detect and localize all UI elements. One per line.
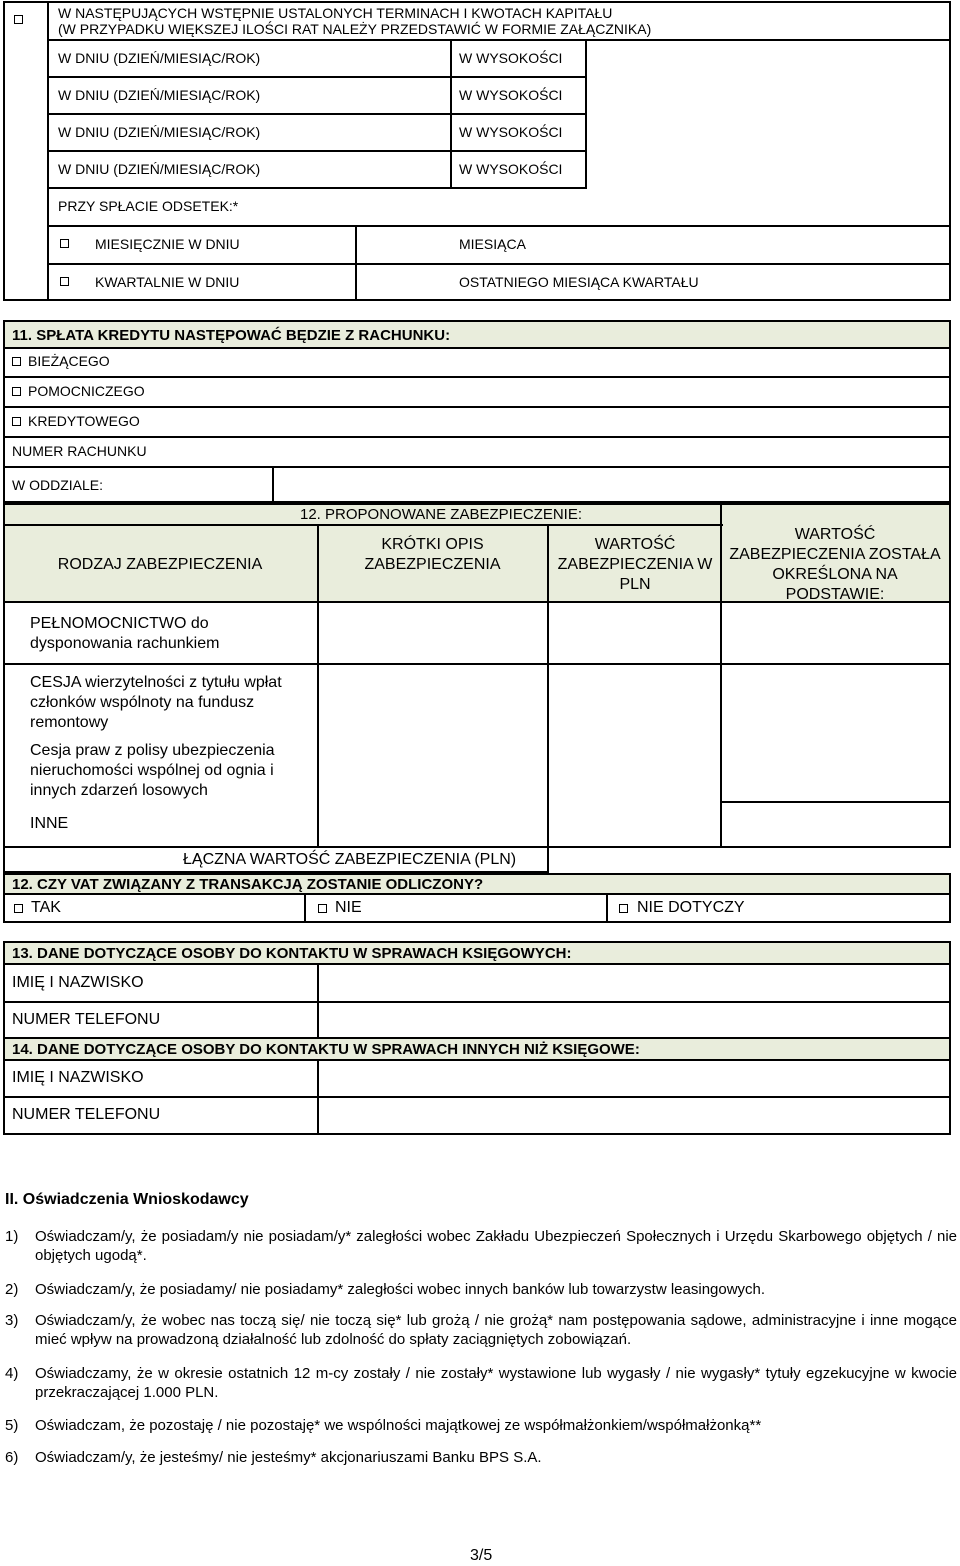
declaration-text: Oświadczam/y, że jesteśmy/ nie jesteśmy* akcjonariuszami Banku BPS S.A. (35, 1449, 542, 1466)
declarations-heading: Oświadczenia Wnioskodawcy (22, 1191, 249, 1208)
collateral-row-other: INNE (30, 815, 69, 832)
declaration-text: Oświadczam, że pozostaję / nie pozostaję* we wspólności majątkowej ze współmałżonkiem/współmałżonką** (35, 1417, 762, 1434)
accounting-contact-name-label: IMIĘ I NAZWISKO (12, 974, 144, 991)
checkbox-current-account[interactable] (12, 357, 21, 366)
option-credit-account: KREDYTOWEGO (28, 413, 140, 429)
declaration-item (5, 1227, 957, 1265)
divider (720, 801, 951, 803)
declaration-item (5, 1364, 957, 1402)
divider (304, 893, 306, 923)
vat-options (3, 893, 951, 923)
declarations-title (5, 1190, 249, 1210)
divider (3, 1096, 951, 1098)
interest-label: PRZY SPŁACIE ODSETEK:* (58, 198, 239, 214)
divider (606, 893, 608, 923)
declaration-num: 4) (5, 1365, 19, 1382)
declaration-item (5, 1280, 957, 1299)
divider (47, 150, 587, 152)
vat-yes-label: TAK (31, 899, 61, 916)
vat-no-label: NIE (335, 899, 362, 916)
checkbox-monthly[interactable] (60, 239, 69, 248)
amount-label: W WYSOKOŚCI (459, 124, 563, 140)
other-contact-name-label: IMIĘ I NAZWISKO (12, 1069, 144, 1086)
declaration-item (5, 1416, 957, 1435)
declaration-item (5, 1311, 957, 1349)
amount-label: W WYSOKOŚCI (459, 50, 563, 66)
header-collateral-type: RODZAJ ZABEZPIECZENIA (57, 556, 263, 573)
accounting-contact-phone-label: NUMER TELEFONU (12, 1011, 161, 1028)
option-auxiliary-account: POMOCNICZEGO (28, 383, 145, 399)
divider (720, 503, 722, 848)
monthly-label: MIESIĘCZNIE W DNIU (95, 236, 240, 252)
divider (317, 963, 319, 1039)
divider (3, 663, 951, 665)
divider (47, 225, 951, 227)
declaration-num: 6) (5, 1449, 19, 1466)
declaration-num: 1) (5, 1228, 19, 1245)
divider (47, 39, 951, 41)
declaration-text: Oświadczamy, że w okresie ostatnich 12 m-cy zostały / nie zostały* wystawione lub wygasły / nie wygasły* tytuły egzekucyjne w kwocie przekraczającej 1.000 PLN. (35, 1365, 957, 1401)
checkbox-quarterly[interactable] (60, 277, 69, 286)
collateral-row-insurance: Cesja praw z polisy ubezpieczenia nieruchomości wspólnej od ognia i innych zdarzeń losowych (30, 742, 275, 799)
amount-label: W WYSOKOŚCI (459, 161, 563, 177)
header-value-pln: WARTOŚĆ ZABEZPIECZENIA W PLN (557, 536, 713, 593)
section11-title: 11. SPŁATA KREDYTU NASTĘPOWAĆ BĘDZIE Z RACHUNKU: (12, 327, 451, 344)
divider (3, 436, 951, 438)
checkbox-fixed-schedule[interactable] (14, 15, 23, 24)
monthly-suffix: MIESIĄCA (459, 236, 526, 252)
quarterly-suffix: OSTATNIEGO MIESIĄCA KWARTAŁU (459, 274, 699, 290)
declaration-num: 5) (5, 1417, 19, 1434)
declaration-num: 3) (5, 1312, 19, 1329)
account-number-label: NUMER RACHUNKU (12, 443, 147, 459)
vat-title: 12. CZY VAT ZWIĄZANY Z TRANSAKCJĄ ZOSTANIE ODLICZONY? (12, 876, 484, 893)
header-description: KRÓTKI OPIS ZABEZPIECZENIA (364, 536, 501, 573)
vat-na-label: NIE DOTYCZY (637, 899, 745, 916)
total-value-label: ŁĄCZNA WARTOŚĆ ZABEZPIECZENIA (PLN) (183, 851, 517, 868)
other-contact-phone-label: NUMER TELEFONU (12, 1106, 161, 1123)
divider (355, 225, 357, 301)
checkbox-credit-account[interactable] (12, 417, 21, 426)
declaration-item (5, 1448, 957, 1467)
checkbox-vat-yes[interactable] (14, 904, 23, 913)
date-label: W DNIU (DZIEŃ/MIESIĄC/ROK) (58, 50, 261, 66)
header-valuation-basis: WARTOŚĆ ZABEZPIECZENIA ZOSTAŁA OKREŚLONA NA PODSTAWIE: (729, 526, 941, 603)
divider (3, 466, 951, 468)
divider (3, 406, 951, 408)
collateral-row-receivables: CESJA wierzytelności z tytułu wpłat członków wspólnoty na fundusz remontowy (30, 674, 282, 731)
amount-label: W WYSOKOŚCI (459, 87, 563, 103)
declaration-num: 2) (5, 1281, 19, 1298)
collateral-row-poa: PEŁNOMOCNICTWO do dysponowania rachunkiem (30, 615, 220, 652)
option-current-account: BIEŻĄCEGO (28, 353, 110, 369)
checkbox-auxiliary-account[interactable] (12, 387, 21, 396)
divider (3, 524, 723, 526)
divider (3, 376, 951, 378)
date-label: W DNIU (DZIEŃ/MIESIĄC/ROK) (58, 124, 261, 140)
divider (3, 1001, 951, 1003)
divider (47, 225, 49, 301)
divider (585, 39, 587, 189)
declaration-text: Oświadczam/y, że posiadamy/ nie posiadamy* zaległości wobec innych banków lub towarzystw leasingowych. (35, 1281, 766, 1298)
divider (47, 113, 587, 115)
date-label: W DNIU (DZIEŃ/MIESIĄC/ROK) (58, 87, 261, 103)
quarterly-label: KWARTALNIE W DNIU (95, 274, 240, 290)
divider (47, 263, 951, 265)
declarations-number: II. (5, 1191, 19, 1208)
section14-title: 14. DANE DOTYCZĄCE OSOBY DO KONTAKTU W SPRAWACH INNYCH NIŻ KSIĘGOWE: (12, 1041, 640, 1058)
divider (317, 524, 319, 848)
declaration-text: Oświadczam/y, że posiadam/y nie posiadam/y* zaległości wobec Zakładu Ubezpieczeń Społecznych i Urzędu Skarbowego objętych / nie objętych ugodą*. (35, 1228, 957, 1264)
section13-title: 13. DANE DOTYCZĄCE OSOBY DO KONTAKTU W SPRAWACH KSIĘGOWYCH: (12, 945, 572, 962)
option-label-line1: W NASTĘPUJĄCYCH WSTĘPNIE USTALONYCH TERMINACH I KWOTACH KAPITAŁU (58, 5, 613, 21)
option-label-line2: (W PRZYPADKU WIĘKSZEJ ILOŚCI RAT NALEŻY PRZEDSTAWIĆ W FORMIE ZAŁĄCZNIKA) (58, 21, 652, 37)
section11-body (3, 347, 951, 503)
checkbox-vat-no[interactable] (318, 904, 327, 913)
declaration-text: Oświadczam/y, że wobec nas toczą się/ nie toczą się* lub grożą / nie grożą* nam postępowania sądowe, administracyjne i inne mogące mieć wpływ na prowadzoną działalność lub zdolność do spłaty zaciągniętych zobowiązań. (35, 1312, 957, 1348)
divider (272, 466, 274, 503)
divider (47, 187, 587, 189)
divider (317, 1059, 319, 1135)
date-label: W DNIU (DZIEŃ/MIESIĄC/ROK) (58, 161, 261, 177)
branch-label: W ODDZIALE: (12, 477, 104, 493)
divider (450, 39, 452, 189)
section12-title: 12. PROPONOWANE ZABEZPIECZENIE: (300, 506, 582, 523)
page-number: 3/5 (470, 1547, 493, 1564)
checkbox-vat-na[interactable] (619, 904, 628, 913)
divider (47, 76, 587, 78)
divider (547, 524, 549, 848)
